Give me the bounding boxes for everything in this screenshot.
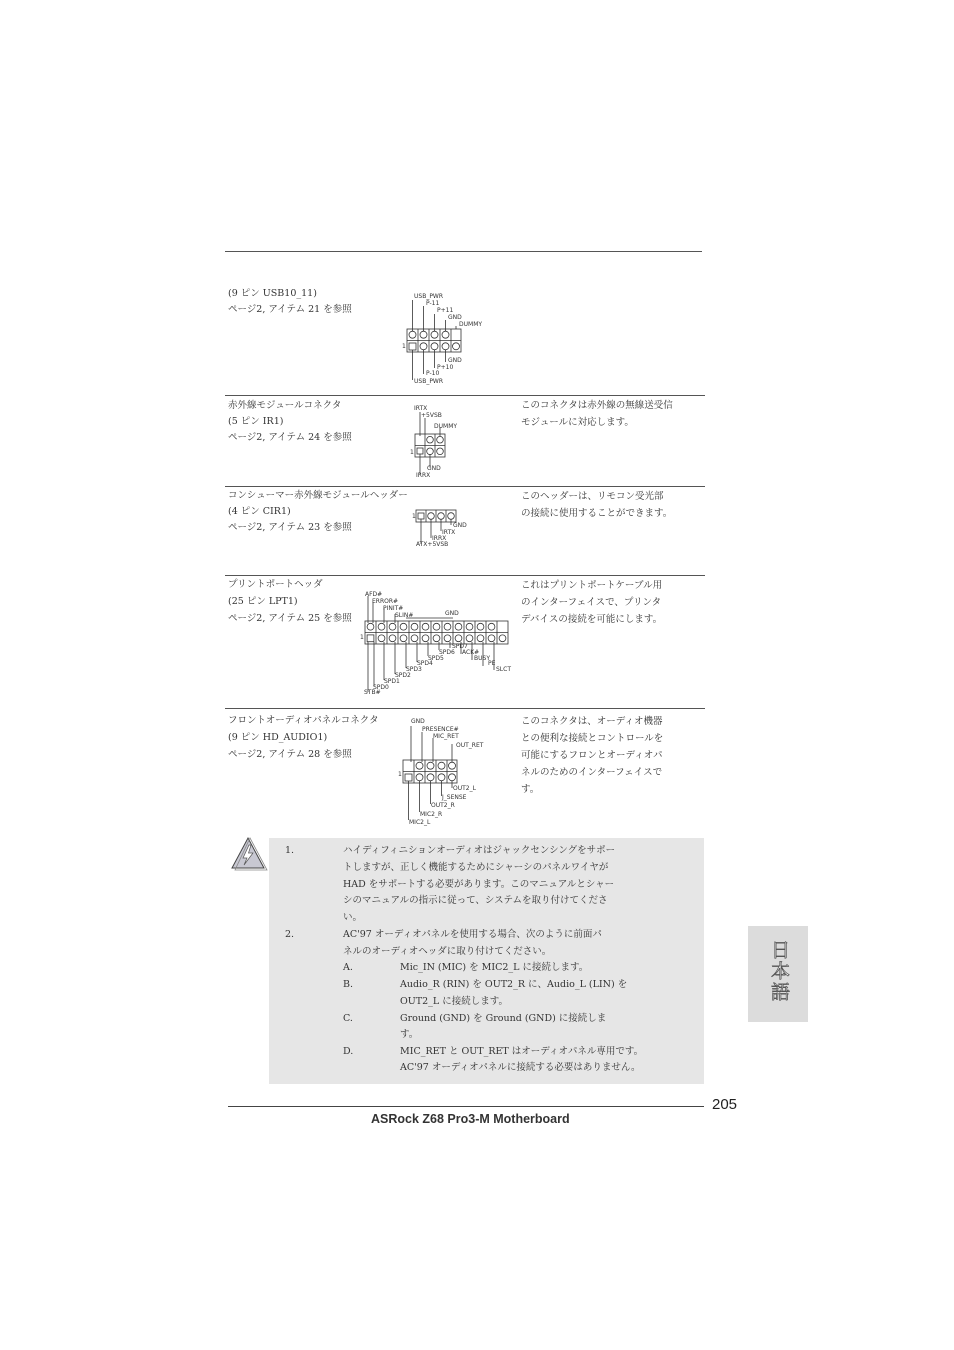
pin-label: SPD6: [439, 649, 455, 656]
section-label: ページ2, アイテム 23 を参照: [228, 522, 352, 533]
note-item-number: 2.: [285, 929, 295, 940]
note-line: ネルのオーディオヘッダに取り付けてください。: [343, 946, 552, 957]
pin-label: J_SENSE: [442, 794, 467, 801]
description-line: の接続に使用することができます。: [521, 508, 673, 519]
language-tab: [748, 926, 808, 1022]
pin-hole: [444, 635, 451, 642]
note-line: い。: [343, 912, 363, 923]
pin-hole: [389, 623, 396, 630]
pin-label: PRESENCE#: [422, 726, 459, 733]
section-label: コンシューマー赤外線モジュールヘッダー: [228, 490, 408, 501]
section-label: (9 ピン USB10_11): [228, 288, 317, 299]
pin-label: IRRX: [416, 472, 431, 479]
note-subitem-letter: C.: [343, 1013, 353, 1024]
warning-icon: [226, 834, 268, 874]
pin-label: BUSY: [474, 655, 490, 662]
pin-label: SPD3: [406, 666, 422, 673]
description-line: このヘッダーは、リモコン受光部: [521, 491, 664, 502]
pin-hole: [499, 635, 506, 642]
pin-label: IRTX: [442, 529, 456, 536]
pin-hole: [455, 623, 462, 630]
pin-label: GND: [448, 314, 462, 321]
note-line: Mic_IN (MIC) を MIC2_L に接続します。: [400, 962, 589, 973]
description-line: モジュールに対応します。: [521, 417, 634, 428]
page-number: 205: [712, 1096, 738, 1113]
pin-hole: [488, 623, 495, 630]
note-line: MIC_RET と OUT_RET はオーディオパネル専用です。: [400, 1046, 644, 1057]
pin-label: PINIT#: [383, 605, 404, 612]
pin-hole: [422, 623, 429, 630]
pin-label: STB#: [364, 689, 381, 696]
description-line: これはプリントポートケーブル用: [521, 580, 663, 591]
section-label: プリントポートヘッダ: [228, 579, 323, 590]
pin-label: DUMMY: [459, 321, 483, 328]
pin-one-marker: 1: [412, 513, 416, 520]
note-line: トしますが、正しく機能するためにシャーシのパネルワイヤが: [343, 862, 609, 873]
usb-header-diagram: [400, 290, 490, 390]
pin-label: OUT2_R: [431, 802, 455, 809]
note-subitem-letter: D.: [343, 1046, 354, 1057]
pin-hole: [389, 635, 396, 642]
note-line: Audio_R (RIN) を OUT2_R に、Audio_L (LIN) を: [400, 979, 628, 990]
section-divider: [225, 575, 705, 576]
pin-hole: [477, 623, 484, 630]
description-line: との便利な接続とコントロールを: [521, 733, 664, 744]
pin-label: SPD0: [373, 684, 389, 691]
pin-hole: [378, 635, 385, 642]
pin-hole: [367, 635, 374, 642]
pin-label: P-11: [426, 300, 440, 307]
pin-one-marker: 1: [360, 634, 364, 641]
pin-label: ATX+5VSB: [416, 541, 449, 548]
section-label: ページ2, アイテム 24 を参照: [228, 432, 352, 443]
pin-label: P+11: [437, 307, 454, 314]
pin-one-marker: 1: [398, 771, 402, 778]
pin-label: +5VSB: [421, 412, 442, 419]
pin-label: GND: [411, 718, 425, 725]
language-tab-label: 日本語: [768, 940, 790, 1003]
pin-one-marker: 1: [410, 449, 414, 456]
pin-label: OUT2_L: [453, 785, 476, 792]
pin-label: SLIN#: [395, 612, 414, 619]
pin-label: USB_PWR: [414, 378, 444, 385]
section-label: (5 ピン IR1): [228, 416, 284, 427]
pin-hole: [411, 623, 418, 630]
pin-label: DUMMY: [434, 423, 458, 430]
top-rule: [225, 251, 702, 252]
section-description: [521, 488, 696, 522]
note-line: す。: [400, 1029, 419, 1040]
pin-label: SPD7: [452, 643, 468, 650]
pin-label: GND: [427, 465, 441, 472]
pin-hole: [433, 635, 440, 642]
pin-hole: [466, 635, 473, 642]
pin-hole: [378, 623, 385, 630]
section-label: フロントオーディオパネルコネクタ: [228, 715, 379, 726]
pin-label: SPD1: [384, 678, 400, 685]
pin-label: MIC2_R: [420, 811, 443, 818]
description-line: このコネクタは、オーディオ機器: [521, 716, 663, 727]
note-subitem-letter: B.: [343, 979, 354, 990]
description-line: 可能にするフロンとオーディオパ: [521, 750, 663, 761]
pin-label: GND: [448, 357, 462, 364]
note-line: シのマニュアルの指示に従って、システムを取り付けてくださ: [343, 895, 608, 906]
footer-title: ASRock Z68 Pro3-M Motherboard: [371, 1112, 570, 1126]
section-divider: [225, 486, 705, 487]
pin-label: IRRX: [432, 535, 447, 542]
section-label: ページ2, アイテム 28 を参照: [228, 749, 352, 760]
pin-label: MIC2_L: [409, 819, 431, 826]
footer-rule: [228, 1106, 704, 1107]
pin-label: SPD4: [417, 660, 433, 667]
pin-label: P-10: [426, 370, 440, 377]
section-description: [521, 713, 696, 798]
section-divider: [225, 395, 705, 396]
pin-hole: [411, 635, 418, 642]
pin-label: OUT_RET: [456, 742, 484, 749]
pin-hole: [433, 623, 440, 630]
note-subitem-letter: A.: [343, 962, 353, 973]
section-divider: [225, 708, 705, 709]
pin-hole: [466, 623, 473, 630]
pin-hole: [400, 635, 407, 642]
pin-label: MIC_RET: [433, 733, 459, 740]
note-line: AC'97 オーディオパネルを使用する場合、次のように前面パ: [343, 929, 602, 940]
description-line: す。: [521, 784, 540, 795]
pin-one-marker: 1: [402, 343, 406, 350]
pin-hole: [477, 635, 484, 642]
pin-label: GND: [445, 610, 459, 617]
section-label: (9 ピン HD_AUDIO1): [228, 732, 328, 743]
section-label: ページ2, アイテム 25 を参照: [228, 613, 352, 624]
pin-hole: [367, 623, 374, 630]
description-line: デバイスの接続を可能にします。: [521, 614, 663, 625]
pin-label: USB_PWR: [414, 293, 444, 300]
pin-label: ERROR#: [372, 598, 399, 605]
note-line: HAD をサポートする必要があります。このマニュアルとシャー: [343, 879, 615, 890]
pin-label: P+10: [437, 364, 454, 371]
pin-label: IRTX: [414, 405, 428, 412]
pin-label: ACK#: [462, 649, 480, 656]
note-item-number: 1.: [285, 845, 295, 856]
section-description: [521, 577, 696, 628]
section-description: [521, 397, 696, 431]
pin-label: GND: [453, 522, 467, 529]
pin-label: PE: [488, 660, 496, 667]
description-line: このコネクタは赤外線の無線送受信: [521, 400, 673, 411]
pin-label: SPD5: [428, 655, 444, 662]
pin-label: AFD#: [365, 591, 383, 598]
section-label: ページ2, アイテム 21 を参照: [228, 304, 352, 315]
section-label: 赤外線モジュールコネクタ: [228, 400, 342, 411]
section-label: (25 ピン LPT1): [228, 596, 298, 607]
note-line: OUT2_L に接続します。: [400, 996, 508, 1007]
pin-hole: [444, 623, 451, 630]
note-line: ハイディフィニションオーディオはジャックセンシングをサポー: [343, 845, 616, 856]
description-line: のインターフェイスで、プリンタ: [521, 597, 662, 608]
note-box: [269, 838, 704, 1084]
note-line: Ground (GND) を Ground (GND) に接続しま: [400, 1013, 607, 1024]
pin-hole: [488, 635, 495, 642]
note-line: AC'97 オーディオパネルに接続する必要はありません。: [400, 1062, 641, 1073]
pin-hole: [422, 635, 429, 642]
pin-label: SLCT: [496, 666, 512, 673]
description-line: ネルのためのインターフェイスで: [521, 767, 663, 778]
section-label: (4 ピン CIR1): [228, 506, 291, 517]
pin-label: SPD2: [395, 672, 411, 679]
pin-hole: [455, 635, 462, 642]
pin-hole: [400, 623, 407, 630]
